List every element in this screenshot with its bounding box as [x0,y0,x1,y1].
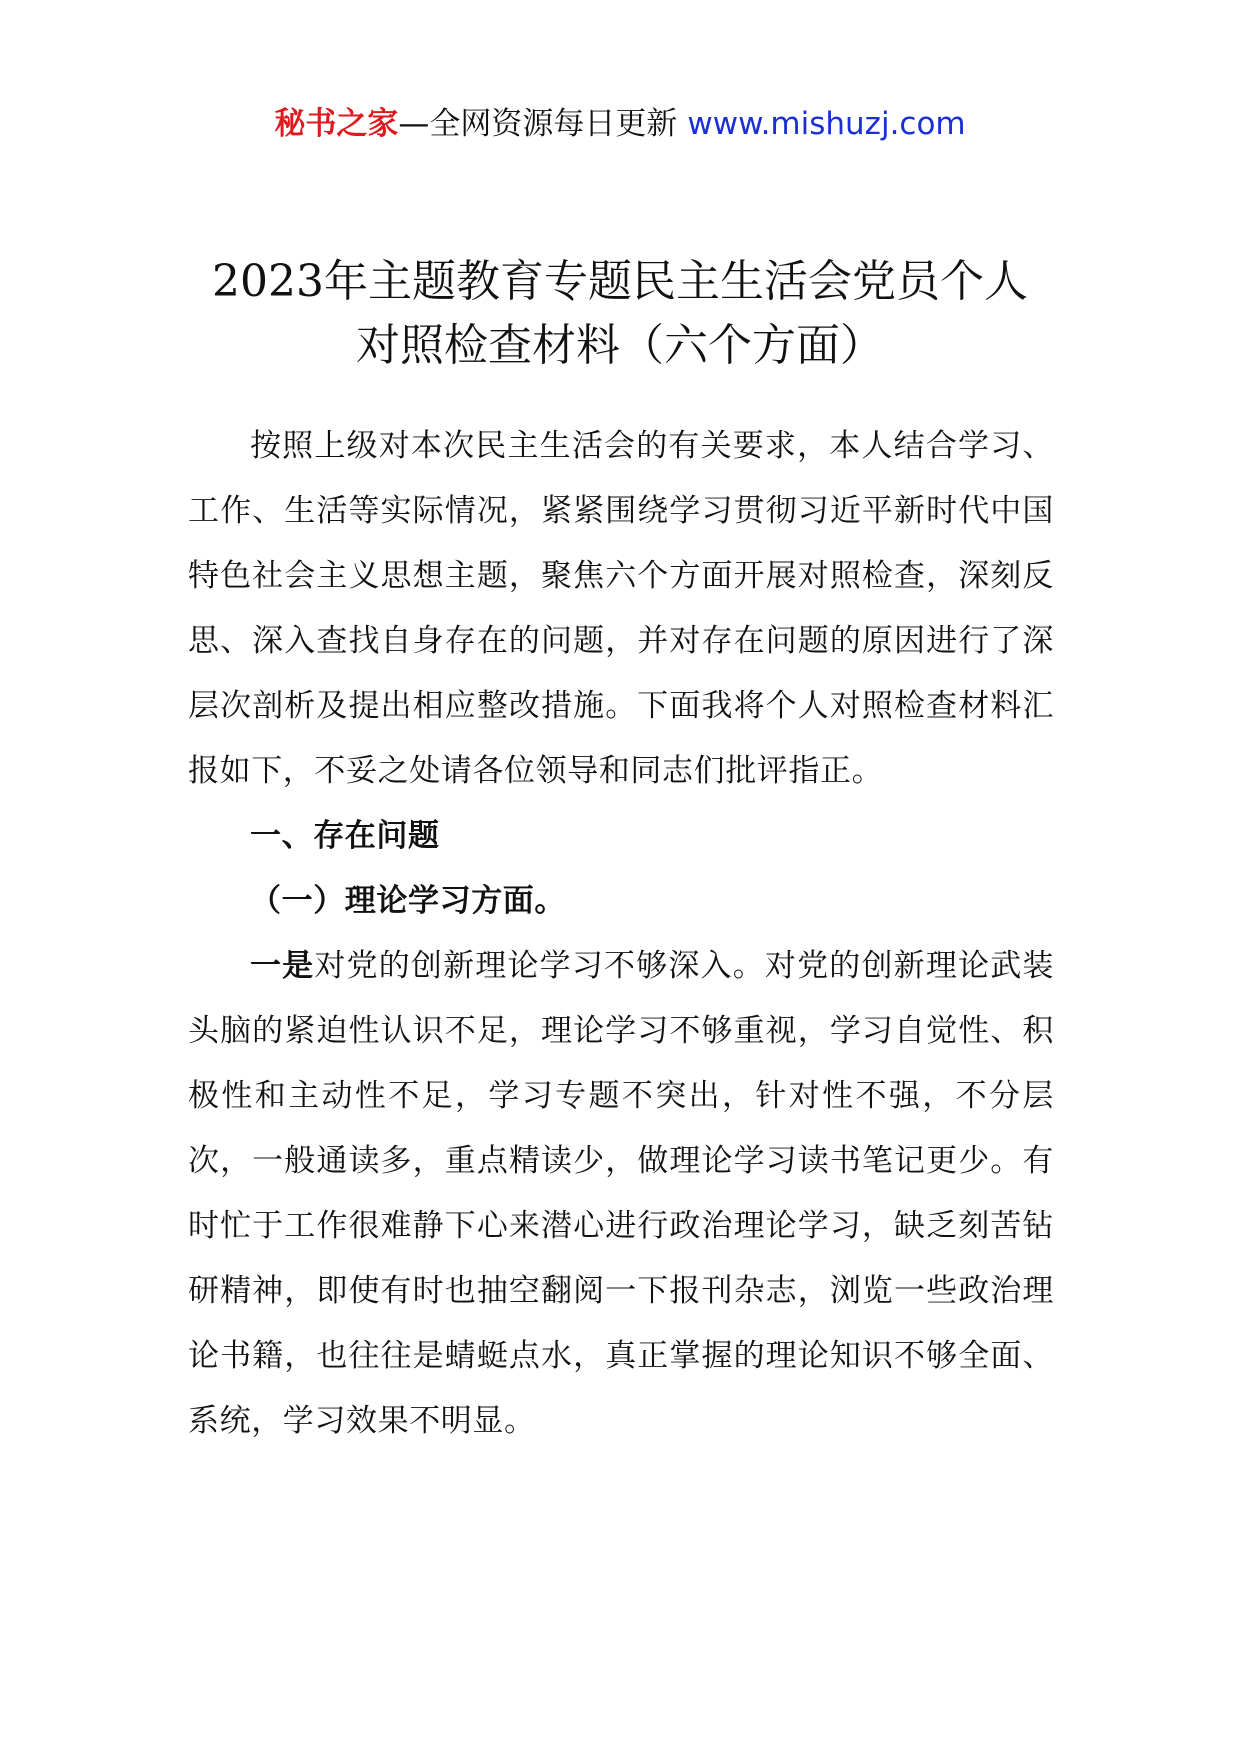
header-tagline: —全网资源每日更新 [398,106,678,142]
point-paragraph [188,934,1054,1454]
document-body [188,414,1054,1454]
title-line-1 [150,250,1090,314]
title-year: 2023 [212,256,324,307]
title-line-1-text: 年主题教育专题民主生活会党员个人 [323,256,1028,307]
title-line-2: 对照检查材料（六个方面） [356,320,884,371]
site-url[interactable]: www.mishuzj.com [687,106,966,142]
document-title [150,250,1090,378]
point-text: 对党的创新理论学习不够深入。对党的创新理论武装头脑的紧迫性认识不足，理论学习不够重视，学习自觉性、积极性和主动性不足，学习专题不突出，针对性不强，不分层次，一般通读多，重点精读少，做理论学习读书笔记更少。有时忙于工作很难静下心来潜心进行政治理论学习，缺乏刻苦钻研精神，即使有时也抽空翻阅一下报刊杂志，浏览一些政治理论书籍，也往往是蜻蜓点水，真正掌握的理论知识不够全面、系统，学习效果不明显。 [188,948,1054,1439]
section-heading: 一、存在问题 [250,818,440,854]
page-header [0,100,1240,148]
point-label: 一是 [250,948,315,984]
intro-paragraph: 按照上级对本次民主生活会的有关要求，本人结合学习、工作、生活等实际情况，紧紧围绕学习贯彻习近平新时代中国特色社会主义思想主题，聚焦六个方面开展对照检查，深刻反思、深入查找自身存在的问题，并对存在问题的原因进行了深层次剖析及提出相应整改措施。下面我将个人对照检查材料汇报如下，不妥之处请各位领导和同志们批评指正。 [188,428,1054,789]
brand-name: 秘书之家 [274,106,399,142]
subsection-heading: （一）理论学习方面。 [250,883,566,919]
